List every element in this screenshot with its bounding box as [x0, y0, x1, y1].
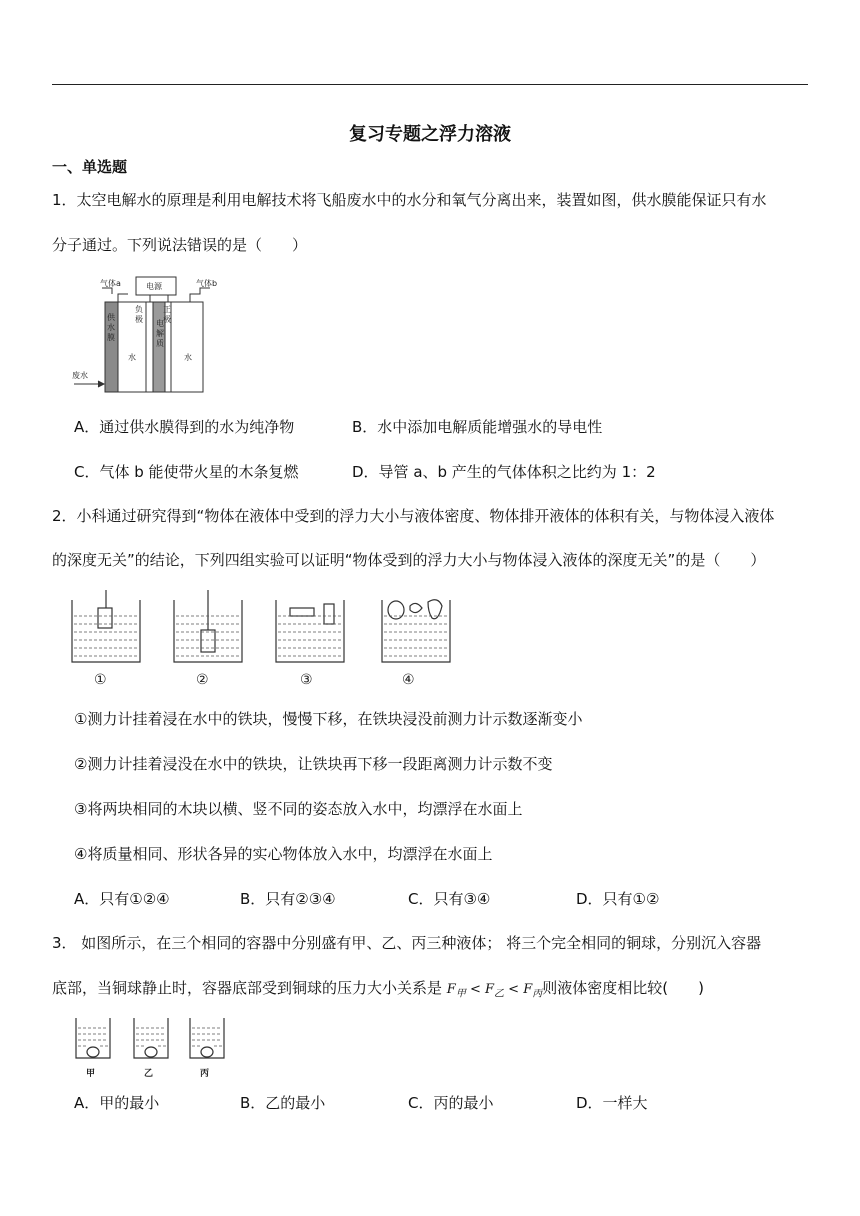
q2-option-d[interactable]: D．只有①② [576, 890, 660, 908]
header-rule [52, 84, 808, 85]
q2-item-3: ③将两块相同的木块以横、竖不同的姿态放入水中，均漂浮在水面上 [74, 800, 523, 818]
force-relation-formula: $F_甲 < F_乙 < F_丙$ [446, 982, 543, 1000]
vertical-label: 负极 [135, 305, 143, 324]
page-title: 复习专题之浮力溶液 [349, 124, 511, 145]
q3-stem-line2 [52, 978, 704, 1005]
q3-stem-line2-pre: 底部，当铜球静止时，容器底部受到铜球的压力大小关系是 [52, 979, 447, 997]
q2-option-a[interactable]: A．只有①②④ [74, 890, 170, 908]
vertical-label: 供水膜 [107, 313, 115, 342]
q3-option-d[interactable]: D．一样大 [576, 1094, 648, 1112]
q3-stem-line1: 3． 如图所示，在三个相同的容器中分别盛有甲、乙、丙三种液体； 将三个完全相同的铜球，分别沉入容器 [52, 934, 762, 952]
q1-stem-line2: 分子通过。下列说法错误的是（ ） [52, 236, 308, 254]
fig-label-4: ④ [402, 672, 415, 688]
q3-option-a[interactable]: A．甲的最小 [74, 1094, 160, 1112]
container-label-bing: 丙 [200, 1069, 210, 1079]
q2-option-c[interactable]: C．只有③④ [408, 890, 491, 908]
fig-label-1: ① [94, 672, 107, 688]
q1-electrolysis-figure [70, 274, 230, 398]
q3-stem-line2-post: 则液体密度相比较( ) [542, 979, 704, 997]
svg-text:水: 水 [128, 353, 136, 362]
q2-item-4: ④将质量相同、形状各异的实心物体放入水中，均漂浮在水面上 [74, 845, 493, 863]
container-label-yi: 乙 [144, 1069, 154, 1079]
q2-experiments-figure [66, 588, 466, 688]
svg-text:废水: 废水 [72, 371, 88, 380]
q3-option-c[interactable]: C．丙的最小 [408, 1094, 494, 1112]
fig-label-3: ③ [300, 672, 313, 688]
fig-label-2: ② [196, 672, 209, 688]
q1-option-d[interactable]: D．导管 a、b 产生的气体体积之比约为 1：2 [352, 463, 656, 481]
svg-text:气体a: 气体a [100, 279, 121, 288]
svg-text:水: 水 [184, 353, 192, 362]
q1-stem-line1: 1．太空电解水的原理是利用电解技术将飞船废水中的水分和氧气分离出来，装置如图，供水膜能保证只有水 [52, 191, 767, 209]
q1-option-a[interactable]: A．通过供水膜得到的水为纯净物 [74, 418, 295, 436]
q1-option-b[interactable]: B．水中添加电解质能增强水的导电性 [352, 418, 603, 436]
vertical-label: 电解质 [156, 319, 164, 348]
container-label-jia: 甲 [86, 1069, 96, 1079]
q2-item-1: ①测力计挂着浸在水中的铁块，慢慢下移，在铁块浸没前测力计示数逐渐变小 [74, 710, 583, 728]
q3-option-b[interactable]: B．乙的最小 [240, 1094, 326, 1112]
q2-option-b[interactable]: B．只有②③④ [240, 890, 336, 908]
svg-text:气体b: 气体b [196, 279, 218, 288]
q3-containers-figure [72, 1014, 228, 1080]
svg-text:电源: 电源 [146, 282, 162, 291]
q2-item-2: ②测力计挂着浸没在水中的铁块，让铁块再下移一段距离测力计示数不变 [74, 755, 553, 773]
q2-stem-line1: 2．小科通过研究得到“物体在液体中受到的浮力大小与液体密度、物体排开液体的体积有关，与物体浸入液体 [52, 507, 775, 525]
water-hatching [74, 616, 448, 656]
q1-option-c[interactable]: C．气体 b 能使带火星的木条复燃 [74, 463, 299, 481]
q2-stem-line2: 的深度无关”的结论，下列四组实验可以证明“物体受到的浮力大小与物体浸入液体的深度无关”的是（ ） [52, 551, 766, 569]
vertical-label: 正极 [163, 305, 171, 324]
section-heading: 一、单选题 [52, 158, 128, 176]
